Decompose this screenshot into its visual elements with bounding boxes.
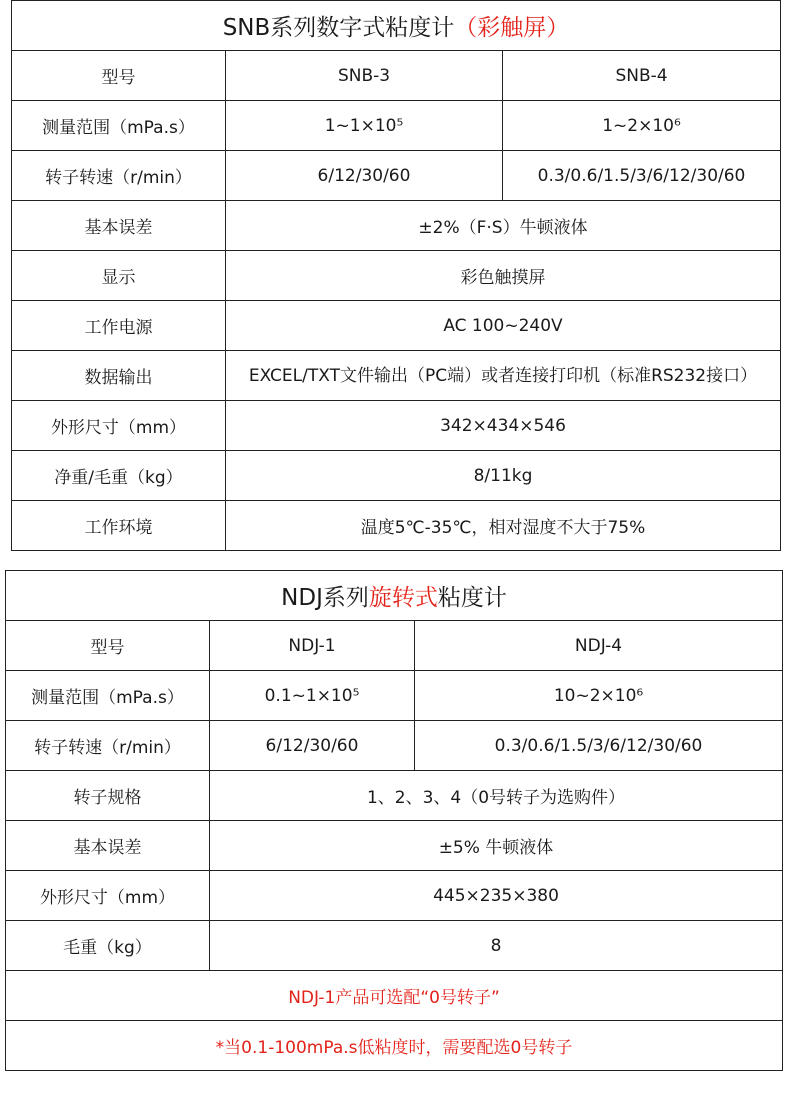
table-row bbox=[12, 301, 781, 351]
cell-value: NDJ-1 bbox=[210, 621, 415, 671]
snb-title-main: SNB系列数字式粘度计 bbox=[222, 15, 455, 41]
cell-value: 彩色触摸屏 bbox=[226, 251, 781, 301]
row-label: 外形尺寸（mm） bbox=[12, 401, 226, 451]
row-label: 型号 bbox=[6, 621, 210, 671]
note-row bbox=[6, 1021, 783, 1071]
table-row bbox=[6, 921, 783, 971]
ndj-title-pre: NDJ系列 bbox=[281, 585, 369, 611]
ndj-note-low-viscosity: *当0.1-100mPa.s低粘度时，需要配选0号转子 bbox=[6, 1021, 783, 1071]
table-row bbox=[12, 351, 781, 401]
row-label: 测量范围（mPa.s） bbox=[6, 671, 210, 721]
ndj-title-post: 粘度计 bbox=[437, 585, 507, 611]
cell-value: 10~2×10⁶ bbox=[415, 671, 783, 721]
ndj-spec-table bbox=[5, 570, 783, 1071]
snb-title-row bbox=[12, 1, 781, 51]
ndj-note-optional-rotor: NDJ-1产品可选配“0号转子” bbox=[6, 971, 783, 1021]
snb-title-highlight: （彩触屏） bbox=[454, 15, 570, 41]
cell-value: 6/12/30/60 bbox=[226, 151, 503, 201]
ndj-title-row bbox=[6, 571, 783, 621]
table-row bbox=[12, 401, 781, 451]
cell-value: 0.3/0.6/1.5/3/6/12/30/60 bbox=[415, 721, 783, 771]
table-row bbox=[12, 201, 781, 251]
row-label: 型号 bbox=[12, 51, 226, 101]
table-row bbox=[12, 251, 781, 301]
row-label: 转子转速（r/min） bbox=[12, 151, 226, 201]
row-label: 工作环境 bbox=[12, 501, 226, 551]
note-row bbox=[6, 971, 783, 1021]
row-label: 显示 bbox=[12, 251, 226, 301]
cell-value: 1、2、3、4（0号转子为选购件） bbox=[210, 771, 783, 821]
cell-value: 温度5℃-35℃，相对湿度不大于75% bbox=[226, 501, 781, 551]
row-label: 测量范围（mPa.s） bbox=[12, 101, 226, 151]
cell-value: 8 bbox=[210, 921, 783, 971]
row-label: 数据输出 bbox=[12, 351, 226, 401]
cell-value: 1~1×10⁵ bbox=[226, 101, 503, 151]
row-label: 毛重（kg） bbox=[6, 921, 210, 971]
table-row bbox=[6, 821, 783, 871]
row-label: 外形尺寸（mm） bbox=[6, 871, 210, 921]
cell-value: 0.3/0.6/1.5/3/6/12/30/60 bbox=[503, 151, 781, 201]
row-label: 转子转速（r/min） bbox=[6, 721, 210, 771]
cell-value: NDJ-4 bbox=[415, 621, 783, 671]
cell-value: SNB-3 bbox=[226, 51, 503, 101]
table-row bbox=[6, 771, 783, 821]
snb-title bbox=[12, 1, 781, 51]
table-row bbox=[12, 101, 781, 151]
cell-value: AC 100~240V bbox=[226, 301, 781, 351]
cell-value: ±5% 牛顿液体 bbox=[210, 821, 783, 871]
table-row bbox=[6, 721, 783, 771]
table-row bbox=[12, 451, 781, 501]
cell-value: ±2%（F·S）牛顿液体 bbox=[226, 201, 781, 251]
row-label: 基本误差 bbox=[6, 821, 210, 871]
table-row bbox=[6, 871, 783, 921]
cell-value: 8/11kg bbox=[226, 451, 781, 501]
row-label: 基本误差 bbox=[12, 201, 226, 251]
cell-value: 1~2×10⁶ bbox=[503, 101, 781, 151]
row-label: 净重/毛重（kg） bbox=[12, 451, 226, 501]
cell-value: SNB-4 bbox=[503, 51, 781, 101]
ndj-title bbox=[6, 571, 783, 621]
table-row bbox=[12, 51, 781, 101]
cell-value: 445×235×380 bbox=[210, 871, 783, 921]
cell-value: 342×434×546 bbox=[226, 401, 781, 451]
table-row bbox=[6, 621, 783, 671]
table-row bbox=[12, 151, 781, 201]
snb-spec-table bbox=[11, 0, 781, 551]
cell-value: EXCEL/TXT文件输出（PC端）或者连接打印机（标准RS232接口） bbox=[226, 351, 781, 401]
cell-value: 0.1~1×10⁵ bbox=[210, 671, 415, 721]
cell-value: 6/12/30/60 bbox=[210, 721, 415, 771]
row-label: 转子规格 bbox=[6, 771, 210, 821]
table-row bbox=[6, 671, 783, 721]
ndj-title-highlight: 旋转式 bbox=[368, 585, 438, 611]
row-label: 工作电源 bbox=[12, 301, 226, 351]
table-row bbox=[12, 501, 781, 551]
